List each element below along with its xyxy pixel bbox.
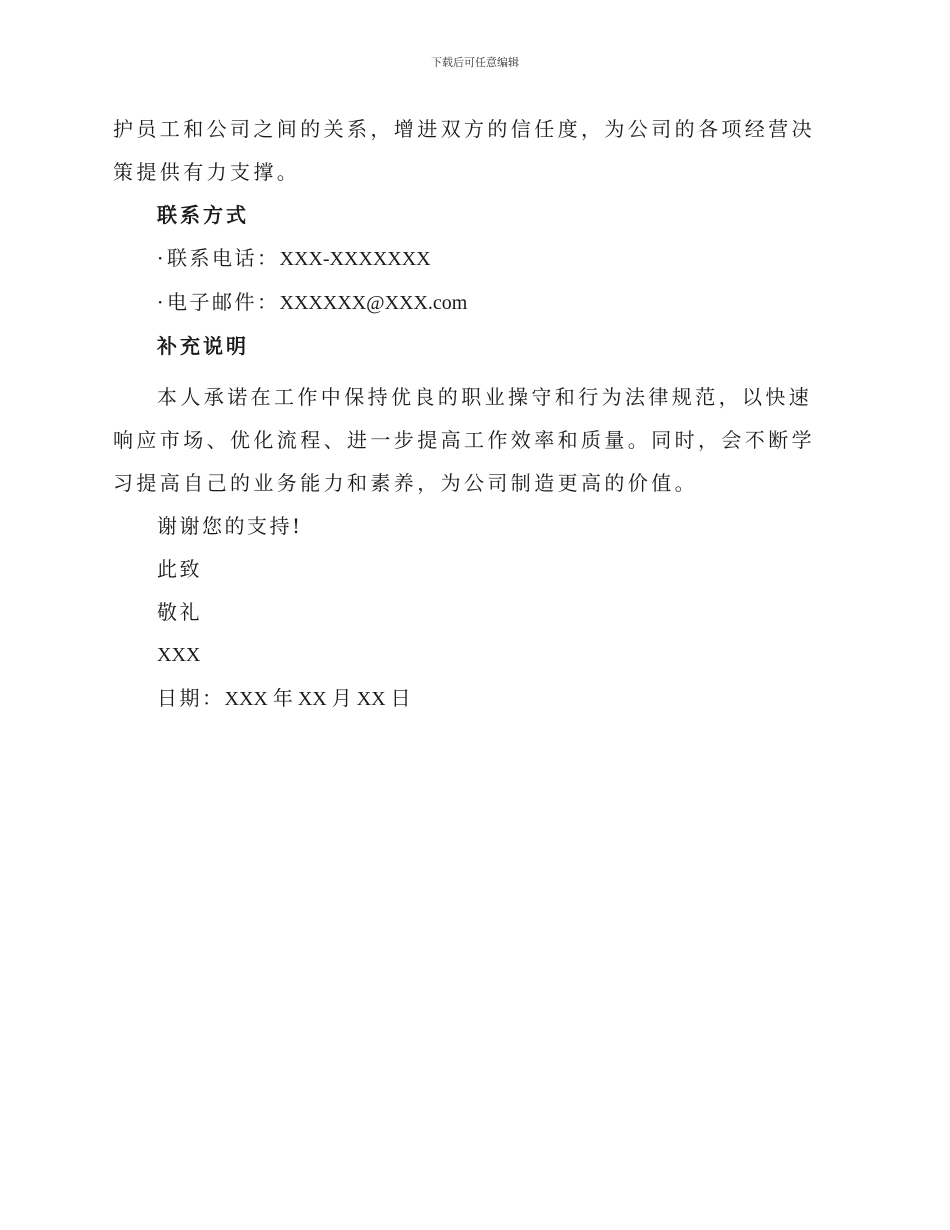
date-label: 日期：	[157, 686, 225, 710]
thanks-line: 谢谢您的支持!	[157, 514, 303, 538]
phone-value: XXX-XXXXXXX	[279, 248, 431, 270]
bullet-icon: ·	[157, 290, 166, 314]
contact-email-line	[113, 281, 833, 325]
salutation-line-1: 此致	[157, 557, 202, 581]
intro-paragraph: 护员工和公司之间的关系，增进双方的信任度，为公司的各项经营决策提供有力支撑。	[113, 117, 815, 184]
date-value: XXX 年 XX 月 XX 日	[224, 688, 411, 710]
supplement-heading: 补充说明	[157, 334, 249, 358]
email-value: XXXXXX@XXX.com	[279, 292, 468, 314]
contact-heading: 联系方式	[157, 203, 249, 227]
document-body	[113, 108, 833, 721]
email-label: 电子邮件：	[167, 290, 280, 314]
phone-label: 联系电话：	[167, 246, 280, 270]
signature: XXX	[157, 644, 201, 666]
contact-phone-line	[113, 237, 833, 281]
bullet-icon: ·	[157, 246, 166, 270]
salutation-line-2: 敬礼	[157, 600, 202, 624]
supplement-paragraph: 本人承诺在工作中保持优良的职业操守和行为法律规范，以快速响应市场、优化流程、进一步提高工作效率和质量。同时，会不断学习提高自己的业务能力和素养，为公司制造更高的价值。	[113, 385, 815, 495]
page-header-note: 下载后可任意编辑	[431, 56, 519, 69]
date-line	[113, 677, 833, 721]
